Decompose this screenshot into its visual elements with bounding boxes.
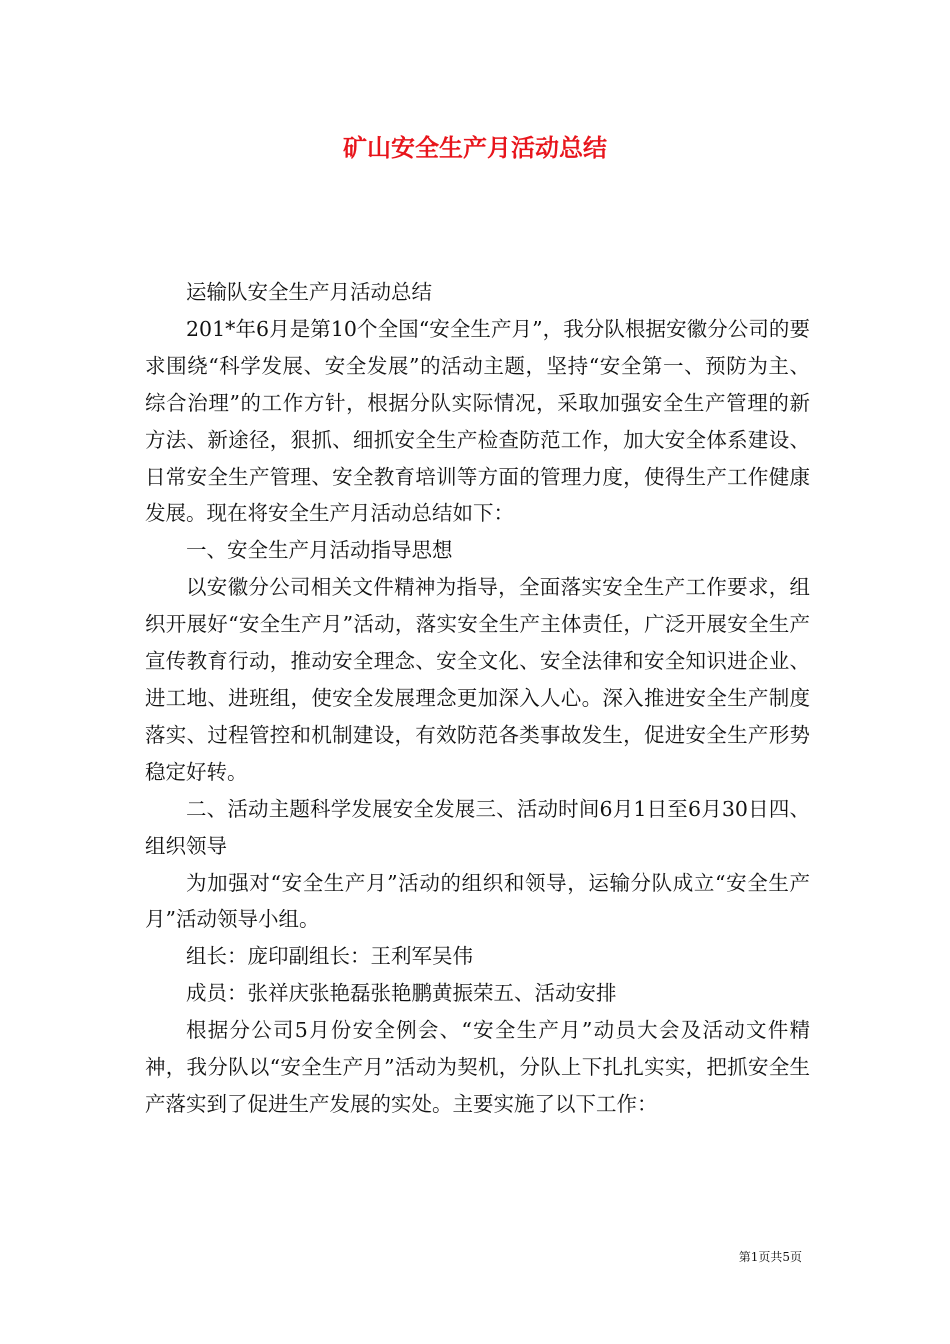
guiding-thought-paragraph: 以安徽分公司相关文件精神为指导，全面落实安全生产工作要求，组织开展好“安全生产月”活动，落实安全生产主体责任，广泛开展安全生产宣传教育行动，推动安全理念、安全文化、安全法律和安全知识进企业、进工地、进班组，使安全发展理念更加深入人心。深入推进安全生产制度落实、过程管控和机制建设，有效防范各类事故发生，促进安全生产形势稳定好转。: [145, 575, 810, 784]
page-title: 矿山安全生产月活动总结: [343, 133, 607, 162]
intro-paragraph: 201*年6月是第10个全国“安全生产月”，我分队根据安徽分公司的要求围绕“科学发展、安全发展”的活动主题，坚持“安全第一、预防为主、综合治理”的工作方针，根据分队实际情况，采取加强安全生产管理的新方法、新途径，狠抓、细抓安全生产检查防范工作，加大安全体系建设、日常安全生产管理、安全教育培训等方面的管理力度，使得生产工作健康发展。现在将安全生产月活动总结如下：: [145, 316, 810, 526]
section-heading-guiding-thought: 一、安全生产月活动指导思想: [186, 538, 453, 563]
document-body: [145, 274, 810, 1123]
subtitle-paragraph: 运输队安全生产月活动总结: [186, 280, 432, 304]
theme-time-organization-paragraph: 二、活动主题科学发展安全发展三、活动时间6月1日至6月30日四、组织领导: [145, 796, 810, 858]
group-members-line: 成员：张祥庆张艳磊张艳鹏黄振荣五、活动安排: [186, 981, 617, 1006]
leadership-group-paragraph: 为加强对“安全生产月”活动的组织和领导，运输分队成立“安全生产月”活动领导小组。: [145, 870, 810, 932]
page-number: 第1页共5页: [738, 1250, 802, 1264]
group-leader-line: 组长：庞印副组长：王利军吴伟: [186, 944, 473, 969]
activity-arrangement-paragraph: 根据分公司5月份安全例会、“安全生产月”动员大会及活动文件精神，我分队以“安全生产月”活动为契机，分队上下扎扎实实，把抓安全生产落实到了促进生产发展的实处。主要实施了以下工作：: [145, 1018, 810, 1116]
